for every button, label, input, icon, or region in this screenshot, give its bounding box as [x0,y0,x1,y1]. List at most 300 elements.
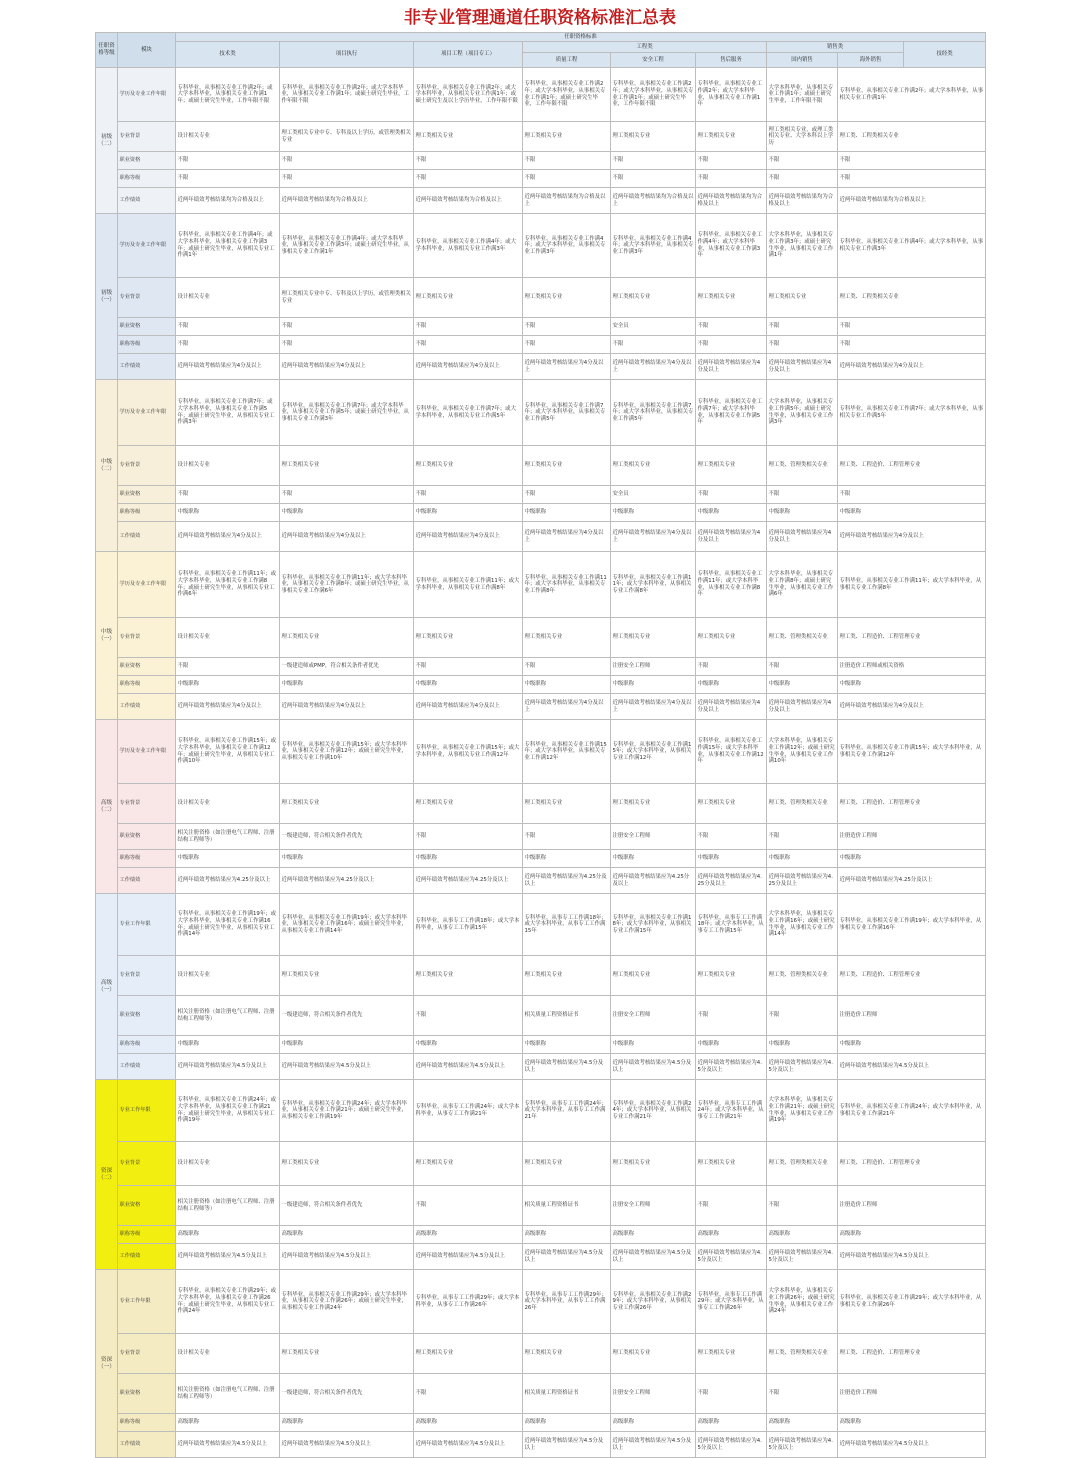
table-cell: 不限 [767,318,838,336]
table-cell: 相关质量工程资格证书 [523,1374,611,1414]
table-cell: 不限 [696,152,767,170]
module-label: 专业工作年限 [118,1080,176,1142]
table-cell: 一级建造师，符合相关条件者优先 [280,824,414,850]
table-cell: 理工类相关专业 [414,122,523,152]
table-cell: 理工类相关专业 [696,1142,767,1186]
table-row [96,850,986,868]
table-cell: 近两年绩效考核结果应为4.5分及以上 [767,1432,838,1458]
module-label: 职业资格 [118,152,176,170]
table-cell: 专科毕业，从事相关专业工作满24年；或大学本科毕业，从事相关专业工作满21年 [838,1080,986,1142]
module-label: 职称等级 [118,504,176,522]
table-cell: 不限 [414,824,523,850]
module-label: 职称等级 [118,336,176,354]
table-cell: 近两年绩效考核结果均为合格及以上 [767,188,838,214]
table-row [96,1036,986,1054]
table-row [96,694,986,720]
table-cell: 近两年绩效考核结果应为4.25分及以上 [523,868,611,894]
table-cell: 中级职称 [696,850,767,868]
table-cell: 不限 [767,824,838,850]
module-label: 专业工作年限 [118,894,176,956]
table-cell: 理工类相关专业 [696,956,767,996]
table-cell: 设计相关专业 [176,1334,280,1374]
table-cell: 专科毕业，从事相关专业工作满11年；或大学本科毕业，从事相关专业工作满8年 [523,552,611,618]
table-cell: 专科毕业，从事相关专业工作满15年；或大学本科毕业，从事相关专业工作满12年 [523,720,611,784]
table-cell: 注册造价工程师 [838,996,986,1036]
table-cell: 不限 [523,318,611,336]
table-cell: 专科毕业，从事相关专业工作满15年；或大学本科毕业，从事相关专业工作满12年 [696,720,767,784]
table-cell: 设计相关专业 [176,1142,280,1186]
table-cell: 专科毕业，从事相关专业工作满2年；或大学本科毕业，从事相关专业工作满1年；或硕士研究生毕业，工作年限不限 [523,68,611,122]
table-cell: 专科毕业，从事相关专业工作满11年；或大学本科毕业，从事相关专业工作满8年 [611,552,696,618]
level-label: 中级（一） [96,552,118,720]
table-cell: 不限 [767,1186,838,1226]
module-label: 学历及专业工作年限 [118,720,176,784]
table-cell: 一级建造师，符合相关条件者优先 [280,996,414,1036]
table-cell: 理工类相关专业 [611,618,696,658]
table-cell: 专科毕业，从事相关专业工作满11年；或大学本科毕业，从事相关专业工作满8年；或硕士研究生毕业，从事相关专业工作满6年 [176,552,280,618]
table-cell: 近两年绩效考核结果应为4分及以上 [523,522,611,552]
table-row [96,1414,986,1432]
table-cell: 理工类、工程造价、工程管理专业 [838,446,986,486]
table-cell: 近两年绩效考核结果应为4分及以上 [696,354,767,380]
table-cell: 专科毕业，从事相关专业工作满7年；或大学本科毕业，从事相关专业工作满5年 [611,380,696,446]
table-cell: 安全员 [611,486,696,504]
table-cell: 专科毕业，从事专工工作满29年；或大学本科毕业，从事专工工作满26年 [523,1270,611,1334]
module-label: 职称等级 [118,1414,176,1432]
table-cell: 近两年绩效考核结果应为4分及以上 [414,522,523,552]
module-header: 模块 [118,33,176,68]
table-cell: 理工类相关专业 [414,956,523,996]
module-label: 职业资格 [118,1374,176,1414]
group-header-engineering: 工程类 [523,42,767,53]
table-cell: 大学本科毕业，从事相关专业工作满12年；或硕士研究生毕业，从事相关专业工作满10年 [767,720,838,784]
table-cell: 设计相关专业 [176,956,280,996]
table-cell: 专科毕业，从事相关专业工作满7年；或大学本科毕业，从事相关专业工作满5年；或硕士研究生毕业，从事相关专业工作满3年 [176,380,280,446]
table-cell: 近两年绩效考核结果均为合格及以上 [611,188,696,214]
module-label: 工作绩效 [118,188,176,214]
table-cell: 不限 [838,486,986,504]
table-cell: 专科毕业，从事专工工作满24年；或大学本科毕业，从事专工工作满21年 [696,1080,767,1142]
module-label: 专业背景 [118,618,176,658]
table-cell: 大学本科毕业，从事相关专业工作满8年；或硕士研究生毕业，从事相关专业工作满6年 [767,552,838,618]
table-cell: 理工类相关专业 [696,1334,767,1374]
table-cell: 专科毕业，从事相关专业工作满4年；或大学本科毕业，从事相关专业工作满3年 [838,214,986,278]
table-cell: 不限 [767,996,838,1036]
document-sheet [95,6,985,1451]
table-cell: 专科毕业，从事相关专业工作满2年；或大学本科毕业，从事相关专业工作满1年；或硕士研究生毕业，工作年限不限 [611,68,696,122]
table-cell: 中级职称 [280,850,414,868]
table-cell: 注册安全工程师 [611,1374,696,1414]
table-cell: 专科毕业，从事相关专业工作满19年；或大学本科毕业，从事相关专业工作满16年 [838,894,986,956]
table-cell: 中级职称 [696,504,767,522]
table-cell: 不限 [280,170,414,188]
table-cell: 理工类相关专业 [414,446,523,486]
table-row [96,68,986,122]
table-row [96,336,986,354]
table-cell: 理工类、工程造价、工程管理专业 [838,1334,986,1374]
table-cell: 中级职称 [611,850,696,868]
table-cell: 专科毕业，从事相关专业工作满29年；或大学本科毕业，从事相关专业工作满26年 [611,1270,696,1334]
module-label: 学历及专业工作年限 [118,68,176,122]
table-cell: 理工类相关专业 [611,278,696,318]
table-cell: 不限 [838,170,986,188]
table-cell: 注册安全工程师 [611,996,696,1036]
module-label: 工作绩效 [118,694,176,720]
table-cell: 专科毕业，从事相关专业工作满15年；或大学本科毕业，从事相关专业工作满12年 [414,720,523,784]
table-cell: 近两年绩效考核结果应为4分及以上 [696,522,767,552]
table-cell: 理工类相关专业 [280,784,414,824]
table-cell: 近两年绩效考核结果应为4.5分及以上 [696,1432,767,1458]
table-cell: 高级职称 [611,1414,696,1432]
table-cell: 专科毕业，从事相关专业工作满24年；或大学本科毕业，从事相关专业工作满21年；或硕士研究生毕业，从事相关专业工作满19年 [176,1080,280,1142]
table-cell: 近两年绩效考核结果应为4分及以上 [611,694,696,720]
table-cell: 不限 [696,996,767,1036]
table-cell: 不限 [280,318,414,336]
table-cell: 近两年绩效考核结果均为合格及以上 [280,188,414,214]
table-cell: 不限 [523,658,611,676]
table-cell: 近两年绩效考核结果应为4.5分及以上 [414,1432,523,1458]
table-cell: 中级职称 [176,850,280,868]
table-cell: 理工类相关专业 [696,784,767,824]
table-cell: 理工类、工程造价、工程管理专业 [838,618,986,658]
table-cell: 理工类相关专业 [696,618,767,658]
document-title: 非专业管理通道任职资格标准汇总表 [404,8,676,28]
table-cell: 近两年绩效考核结果应为4分及以上 [767,354,838,380]
table-cell: 不限 [414,1374,523,1414]
table-cell: 理工类相关专业 [280,956,414,996]
table-cell: 理工类相关专业 [280,618,414,658]
level-label: 资深（二） [96,1080,118,1270]
table-cell: 注册造价工程师或相关资格 [838,658,986,676]
table-cell: 近两年绩效考核结果应为4分及以上 [611,522,696,552]
table-cell: 中级职称 [696,676,767,694]
table-cell: 大学本科毕业，从事相关专业工作满26年；或硕士研究生毕业，从事相关专业工作满24年 [767,1270,838,1334]
table-cell: 专科毕业，从事相关专业工作满29年；或大学本科毕业，从事相关专业工作满26年 [838,1270,986,1334]
table-cell: 不限 [523,824,611,850]
table-cell: 专科毕业，从事专工工作满18年；或大学本科毕业，从事专工工作满15年 [414,894,523,956]
table-cell: 不限 [767,336,838,354]
table-cell: 中级职称 [838,850,986,868]
table-body [96,68,986,1458]
table-cell: 专科毕业，从事相关专业工作满15年；或大学本科毕业，从事相关专业工作满12年 [611,720,696,784]
table-cell: 理工类、工程造价、工程管理专业 [838,784,986,824]
table-cell: 高级职称 [767,1414,838,1432]
table-cell: 近两年绩效考核结果应为4.5分及以上 [280,1432,414,1458]
table-cell: 中级职称 [767,1036,838,1054]
table-cell: 近两年绩效考核结果应为4.5分及以上 [414,1054,523,1080]
table-cell: 注册造价工程师 [838,824,986,850]
table-cell: 不限 [176,658,280,676]
table-cell: 近两年绩效考核结果均为合格及以上 [523,188,611,214]
table-cell: 专科毕业，从事相关专业工作满18年；或大学本科毕业，从事相关专业工作满15年 [611,894,696,956]
table-cell: 理工类相关专业 [414,618,523,658]
table-cell: 理工类相关专业 [414,278,523,318]
module-label: 专业背景 [118,446,176,486]
table-cell: 理工类相关专业 [611,122,696,152]
table-cell: 专科毕业，从事专工工作满24年；或大学本科毕业，从事专工工作满21年 [414,1080,523,1142]
table-cell: 中级职称 [414,676,523,694]
table-cell: 注册安全工程师 [611,824,696,850]
table-row [96,1334,986,1374]
table-cell: 近两年绩效考核结果应为4.5分及以上 [280,1244,414,1270]
table-cell: 专科毕业，从事相关专业工作满29年；或大学本科毕业，从事相关专业工作满26年；或硕士研究生毕业，从事相关专业工作满24年 [280,1270,414,1334]
module-label: 工作绩效 [118,522,176,552]
table-cell: 近两年绩效考核结果均为合格及以上 [838,188,986,214]
table-cell: 理工类、管理类相关专业 [767,1334,838,1374]
table-cell: 理工类相关专业 [611,956,696,996]
table-cell: 近两年绩效考核结果应为4.5分及以上 [280,1054,414,1080]
table-cell: 近两年绩效考核结果应为4分及以上 [523,354,611,380]
table-cell: 专科毕业，从事相关专业工作满2年；或大学本科毕业，从事相关专业工作满1年；或硕士研究生毕业，工作年限不限 [280,68,414,122]
table-cell: 理工类相关专业 [280,446,414,486]
table-cell: 近两年绩效考核结果应为4分及以上 [176,354,280,380]
table-cell: 近两年绩效考核结果应为4.5分及以上 [838,1244,986,1270]
table-cell: 近两年绩效考核结果应为4.25分及以上 [611,868,696,894]
module-label: 专业背景 [118,784,176,824]
table-row [96,188,986,214]
table-cell: 中级职称 [611,504,696,522]
table-row [96,170,986,188]
table-cell: 高级职称 [696,1226,767,1244]
level-label: 初级（二） [96,68,118,214]
table-cell: 理工类相关专业 [280,1142,414,1186]
table-cell: 高级职称 [176,1226,280,1244]
table-cell: 不限 [176,486,280,504]
table-cell: 近两年绩效考核结果应为4.5分及以上 [611,1432,696,1458]
table-cell: 专科毕业，从事相关专业工作满15年；或大学本科毕业，从事相关专业工作满12年；或硕士研究生毕业，从事相关专业工作满10年 [176,720,280,784]
table-cell: 近两年绩效考核结果应为4.5分及以上 [611,1054,696,1080]
table-cell: 专科毕业，从事相关专业工作满4年；或大学本科毕业，从事相关专业工作满3年 [611,214,696,278]
table-cell: 高级职称 [280,1414,414,1432]
module-label: 工作绩效 [118,868,176,894]
table-cell: 专科毕业，从事相关专业工作满7年；或大学本科毕业，从事相关专业工作满5年 [523,380,611,446]
table-cell: 近两年绩效考核结果应为4.25分及以上 [767,868,838,894]
table-cell: 专科毕业，从事相关专业工作满19年；或大学本科毕业，从事相关专业工作满16年；或硕士研究生毕业，从事相关专业工作满14年 [176,894,280,956]
table-cell: 不限 [280,152,414,170]
module-label: 专业背景 [118,122,176,152]
module-label: 专业背景 [118,278,176,318]
table-cell: 不限 [414,1186,523,1226]
table-cell: 高级职称 [838,1414,986,1432]
table-cell: 中级职称 [523,504,611,522]
table-cell: 中级职称 [414,850,523,868]
table-cell: 近两年绩效考核结果应为4.5分及以上 [523,1054,611,1080]
table-cell: 理工类相关专业 [767,278,838,318]
table-cell: 近两年绩效考核结果应为4分及以上 [280,694,414,720]
table-cell: 不限 [838,152,986,170]
table-cell: 注册安全工程师 [611,1186,696,1226]
table-cell: 专科毕业，从事相关专业工作满2年；或大学本科毕业，从事相关专业工作满1年 [696,68,767,122]
table-cell: 不限 [523,170,611,188]
table-cell: 理工类相关专业 [611,784,696,824]
table-cell: 不限 [414,658,523,676]
table-cell: 不限 [767,658,838,676]
table-cell: 中级职称 [767,504,838,522]
table-row [96,522,986,552]
table-cell: 中级职称 [280,504,414,522]
table-cell: 不限 [838,336,986,354]
table-cell: 近两年绩效考核结果应为4.5分及以上 [176,1244,280,1270]
table-row [96,894,986,956]
table-row [96,1142,986,1186]
table-cell: 专科毕业，从事相关专业工作满29年；或大学本科毕业，从事相关专业工作满26年；或硕士研究生毕业，从事相关专业工作满24年 [176,1270,280,1334]
table-row [96,354,986,380]
table-cell: 不限 [611,170,696,188]
table-row [96,1244,986,1270]
table-cell: 理工类相关专业，或理工类相关专业、大学本科以上学历 [767,122,838,152]
table-cell: 近两年绩效考核结果应为4.5分及以上 [176,1054,280,1080]
module-label: 职称等级 [118,676,176,694]
table-cell: 专科毕业，从事相关专业工作满11年；或大学本科毕业，从事相关专业工作满8年；或硕士研究生毕业，从事相关专业工作满6年 [280,552,414,618]
table-row [96,446,986,486]
table-cell: 专科毕业，从事专工工作满24年；或大学本科毕业，从事专工工作满21年 [523,1080,611,1142]
module-label: 职称等级 [118,850,176,868]
table-cell: 近两年绩效考核结果应为4分及以上 [280,354,414,380]
table-cell: 专科毕业，从事相关专业工作满4年；或大学本科毕业，从事相关专业工作满3年；或硕士研究生毕业，从事相关专业工作满1年 [280,214,414,278]
table-cell: 不限 [696,318,767,336]
table-cell: 近两年绩效考核结果应为4.5分及以上 [838,1432,986,1458]
table-cell: 专科毕业，从事相关专业工作满4年；或大学本科毕业，从事相关专业工作满3年；或硕士研究生毕业，从事相关专业工作满1年 [176,214,280,278]
group-header-cost: 技经类 [904,42,986,68]
table-cell: 不限 [696,1374,767,1414]
table-cell: 设计相关专业 [176,278,280,318]
table-cell: 近两年绩效考核结果应为4分及以上 [611,354,696,380]
table-row [96,1054,986,1080]
table-cell: 中级职称 [838,504,986,522]
table-cell: 中级职称 [280,1036,414,1054]
table-cell: 理工类、管理类相关专业 [767,446,838,486]
table-cell: 不限 [414,336,523,354]
table-cell: 一级建造师，符合相关条件者优先 [280,1374,414,1414]
table-cell: 设计相关专业 [176,122,280,152]
table-cell: 相关注册资格（如注册电气工程师、注册结构工程师等） [176,996,280,1036]
table-cell: 中级职称 [838,676,986,694]
table-cell: 理工类相关专业 [696,122,767,152]
table-cell: 不限 [696,486,767,504]
table-cell: 专科毕业，从事相关专业工作满2年；或大学本科毕业，从事相关专业工作满1年；或硕士研究生毕业，工作年限不限 [176,68,280,122]
table-cell: 专科毕业，从事相关专业工作满11年；或大学本科毕业，从事相关专业工作满8年 [838,552,986,618]
group-header-sales: 销售类 [767,42,904,53]
qualification-table [95,32,986,1458]
table-cell: 专科毕业，从事相关专业工作满7年；或大学本科毕业，从事相关专业工作满5年 [414,380,523,446]
table-cell: 不限 [414,152,523,170]
sub-header-quality: 质量工程 [523,53,611,68]
level-label: 资深（一） [96,1270,118,1458]
table-cell: 不限 [838,318,986,336]
table-row [96,868,986,894]
group-header-project-eng: 项目工程（项目专工） [414,42,523,68]
table-cell: 高级职称 [523,1414,611,1432]
table-cell: 中级职称 [523,676,611,694]
table-cell: 不限 [767,170,838,188]
table-cell: 近两年绩效考核结果均为合格及以上 [176,188,280,214]
table-row [96,1374,986,1414]
table-row [96,996,986,1036]
table-cell: 专科毕业，从事相关专业工作满19年；或大学本科毕业，从事相关专业工作满16年；或硕士研究生毕业，从事相关专业工作满14年 [280,894,414,956]
table-cell: 近两年绩效考核结果应为4.25分及以上 [176,868,280,894]
table-cell: 理工类相关专业 [611,1334,696,1374]
table-cell: 理工类相关专业 [414,784,523,824]
module-label: 职业资格 [118,318,176,336]
table-cell: 理工类、管理类相关专业 [767,618,838,658]
table-row [96,1432,986,1458]
table-cell: 理工类、工程造价、工程管理专业 [838,1142,986,1186]
module-label: 工作绩效 [118,1244,176,1270]
table-cell: 理工类相关专业 [611,446,696,486]
table-cell: 一级建造师或PMP，符合相关条件者优先 [280,658,414,676]
module-label: 工作绩效 [118,1432,176,1458]
table-cell: 中级职称 [414,1036,523,1054]
table-cell: 近两年绩效考核结果应为4.25分及以上 [414,868,523,894]
table-row [96,720,986,784]
module-label: 专业背景 [118,956,176,996]
table-cell: 大学本科毕业，从事相关专业工作满1年；或硕士研究生毕业，工作年限不限 [767,68,838,122]
table-cell: 设计相关专业 [176,784,280,824]
table-cell: 理工类相关专业 [414,1334,523,1374]
table-row [96,278,986,318]
table-cell: 中级职称 [767,850,838,868]
table-cell: 大学本科毕业，从事相关专业工作满3年；或硕士研究生毕业，从事相关专业工作满1年 [767,214,838,278]
table-cell: 理工类、工程类相关专业 [838,122,986,152]
table-cell: 近两年绩效考核结果应为4分及以上 [696,694,767,720]
table-cell: 理工类相关专业 [280,1334,414,1374]
table-cell: 近两年绩效考核结果应为4分及以上 [767,522,838,552]
table-cell: 设计相关专业 [176,446,280,486]
table-cell: 近两年绩效考核结果应为4.5分及以上 [696,1244,767,1270]
table-cell: 近两年绩效考核结果应为4.5分及以上 [767,1054,838,1080]
sub-header-domestic: 国内销售 [767,53,838,68]
table-cell: 近两年绩效考核结果应为4分及以上 [414,354,523,380]
table-cell: 专科毕业，从事相关专业工作满7年；或大学本科毕业，从事相关专业工作满5年 [696,380,767,446]
table-row [96,380,986,446]
module-label: 专业背景 [118,1334,176,1374]
table-cell: 专科毕业，从事相关专业工作满11年；或大学本科毕业，从事相关专业工作满8年 [696,552,767,618]
table-cell: 理工类相关专业中专、专科及以上学历，或管理类相关专业 [280,122,414,152]
table-cell: 近两年绩效考核结果应为4.25分及以上 [838,868,986,894]
module-label: 职业资格 [118,824,176,850]
module-label: 职称等级 [118,1226,176,1244]
table-cell: 大学本科毕业，从事相关专业工作满5年；或硕士研究生毕业，从事相关专业工作满3年 [767,380,838,446]
module-label: 职业资格 [118,486,176,504]
table-cell: 相关质量工程资格证书 [523,1186,611,1226]
table-row [96,1080,986,1142]
table-cell: 注册造价工程师 [838,1374,986,1414]
table-cell: 不限 [696,1186,767,1226]
table-cell: 高级职称 [523,1226,611,1244]
table-cell: 理工类相关专业 [523,446,611,486]
table-cell: 不限 [414,486,523,504]
table-cell: 大学本科毕业，从事相关专业工作满21年；或硕士研究生毕业，从事相关专业工作满19年 [767,1080,838,1142]
table-cell: 近两年绩效考核结果应为4.5分及以上 [611,1244,696,1270]
table-cell: 注册安全工程师 [611,658,696,676]
table-cell: 近两年绩效考核结果应为4分及以上 [523,694,611,720]
table-cell: 中级职称 [611,676,696,694]
table-row [96,1226,986,1244]
table-cell: 不限 [280,486,414,504]
group-header-tech: 技术类 [176,42,280,68]
table-cell: 专科毕业，从事相关专业工作满7年；或大学本科毕业，从事相关专业工作满5年；或硕士研究生毕业，从事相关专业工作满3年 [280,380,414,446]
table-cell: 相关注册资格（如注册电气工程师、注册结构工程师等） [176,824,280,850]
level-label: 高级（一） [96,894,118,1080]
module-label: 职称等级 [118,1036,176,1054]
table-cell: 高级职称 [414,1226,523,1244]
table-row [96,318,986,336]
table-cell: 近两年绩效考核结果应为4分及以上 [280,522,414,552]
table-cell: 近两年绩效考核结果应为4.25分及以上 [696,868,767,894]
table-cell: 高级职称 [767,1226,838,1244]
table-cell: 不限 [696,336,767,354]
table-cell: 理工类相关专业 [696,446,767,486]
